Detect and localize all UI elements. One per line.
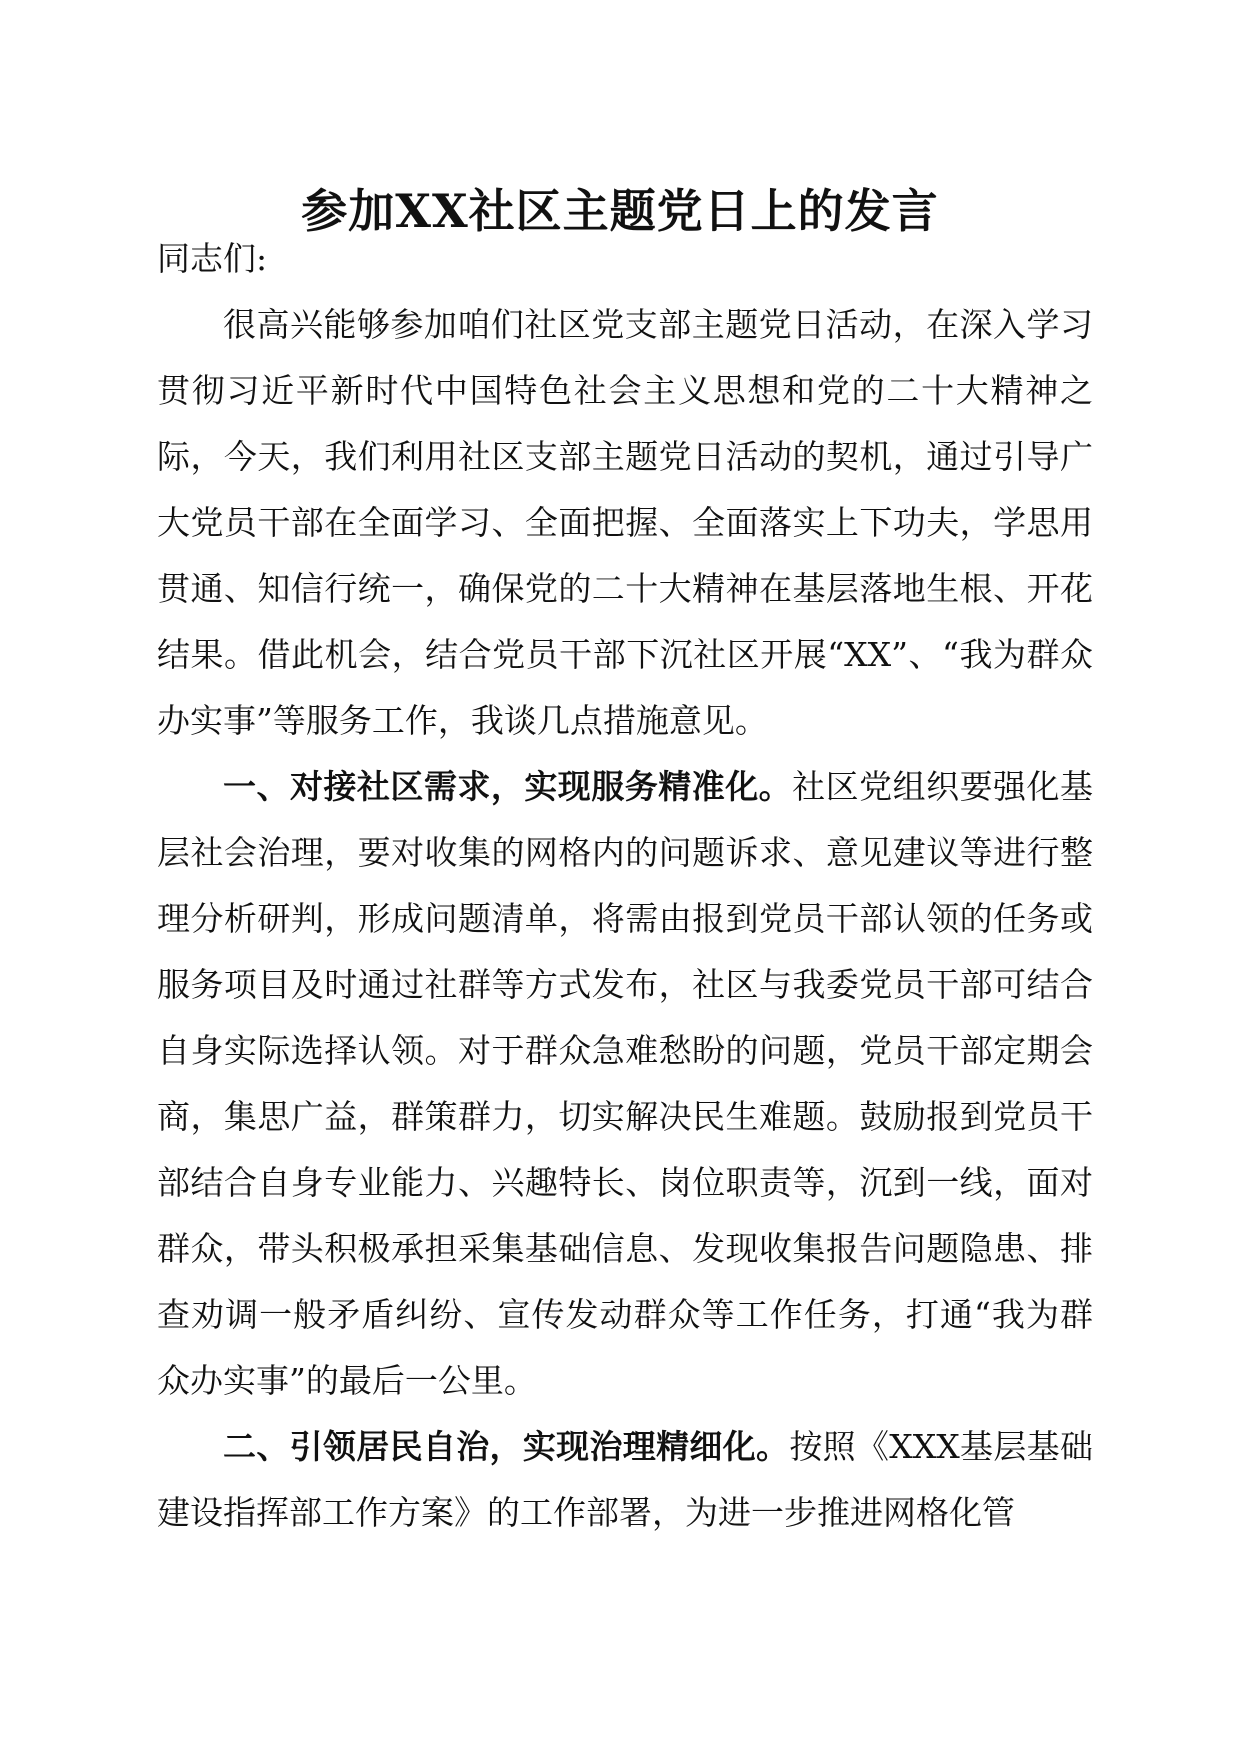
paragraph-section-2 — [157, 1414, 1093, 1546]
section-1-heading: 一、对接社区需求，实现服务精准化。 — [223, 767, 793, 806]
paragraph-intro-text: 很高兴能够参加咱们社区党支部主题党日活动，在深入学习贯彻习近平新时代中国特色社会主义思想和党的二十大精神之际，今天，我们利用社区支部主题党日活动的契机，通过引导广大党员干部在全面学习、全面把握、全面落实上下功夫，学思用贯通、知信行统一，确保党的二十大精神在基层落地生根、开花结果。借此机会，结合党员干部下沉社区开展“XX”、“我为群众办实事”等服务工作，我谈几点措施意见。 — [157, 305, 1093, 740]
document-body — [157, 226, 1093, 1546]
paragraph-section-1 — [157, 754, 1093, 1414]
document-title: 参加XX社区主题党日上的发言 — [301, 184, 939, 238]
paragraph-intro — [157, 292, 1093, 754]
section-2-heading: 二、引领居民自治，实现治理精细化。 — [223, 1427, 790, 1466]
salutation: 同志们: — [157, 239, 268, 278]
section-2-text: 按照《XXX基层基础建设指挥部工作方案》的工作部署，为进一步推进网格化管 — [157, 1427, 1093, 1532]
section-1-text: 社区党组织要强化基层社会治理，要对收集的网格内的问题诉求、意见建议等进行整理分析研判，形成问题清单，将需由报到党员干部认领的任务或服务项目及时通过社群等方式发布，社区与我委党员干部可结合自身实际选择认领。对于群众急难愁盼的问题，党员干部定期会商，集思广益，群策群力，切实解决民生难题。鼓励报到党员干部结合自身专业能力、兴趣特长、岗位职责等，沉到一线，面对群众，带头积极承担采集基础信息、发现收集报告问题隐患、排查劝调一般矛盾纠纷、宣传发动群众等工作任务，打通“我为群众办实事”的最后一公里。 — [157, 767, 1094, 1400]
